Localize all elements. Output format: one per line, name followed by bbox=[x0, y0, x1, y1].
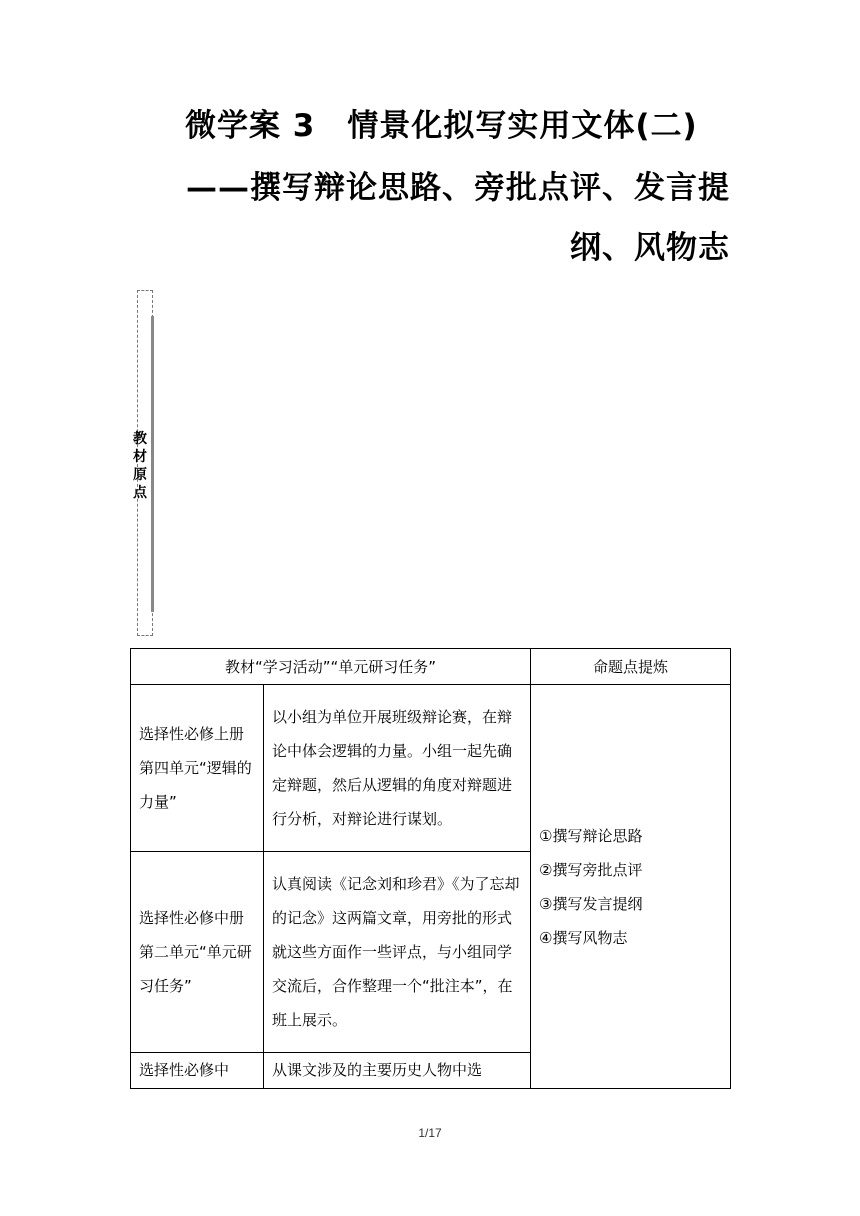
header-key-points: 命题点提炼 bbox=[531, 649, 731, 685]
table-header-row bbox=[131, 649, 731, 685]
row-source: 选择性必修中 bbox=[131, 1053, 264, 1089]
side-label-char: 材 bbox=[133, 449, 147, 465]
key-point: ③撰写发言提纲 bbox=[539, 894, 643, 913]
side-label-char: 原 bbox=[133, 467, 147, 483]
key-point: ①撰写辩论思路 bbox=[539, 826, 643, 845]
side-label-char: 点 bbox=[133, 485, 147, 501]
side-label-char: 教 bbox=[133, 431, 147, 447]
table-row bbox=[131, 685, 731, 852]
page-number: 1/17 bbox=[418, 1126, 442, 1140]
header-textbook-tasks: 教材“学习活动”“单元研习任务” bbox=[131, 649, 531, 685]
row-task: 从课文涉及的主要历史人物中选 bbox=[264, 1053, 531, 1089]
row-task: 认真阅读《记念刘和珍君》《为了忘却的记念》这两篇文章，用旁批的形式就这些方面作一些评点，与小组同学交流后，合作整理一个“批注本”，在班上展示。 bbox=[264, 852, 531, 1053]
key-point: ②撰写旁批点评 bbox=[539, 860, 643, 879]
key-points-cell bbox=[531, 685, 731, 1089]
title-line-1: 微学案 3 情景化拟写实用文体(二) bbox=[185, 108, 698, 144]
row-source: 选择性必修上册第四单元“逻辑的力量” bbox=[131, 685, 264, 852]
side-label-bar bbox=[151, 316, 154, 612]
title-line-2: ——撰写辩论思路、旁批点评、发言提 bbox=[186, 170, 730, 206]
title-line-3: 纲、风物志 bbox=[570, 230, 730, 266]
textbook-task-table bbox=[130, 648, 731, 1089]
side-label bbox=[131, 430, 149, 502]
row-task: 以小组为单位开展班级辩论赛，在辩论中体会逻辑的力量。小组一起先确定辩题，然后从逻辑的角度对辩题进行分析，对辩论进行谋划。 bbox=[264, 685, 531, 852]
row-source: 选择性必修中册第二单元“单元研习任务” bbox=[131, 852, 264, 1053]
key-point: ④撰写风物志 bbox=[539, 928, 628, 947]
